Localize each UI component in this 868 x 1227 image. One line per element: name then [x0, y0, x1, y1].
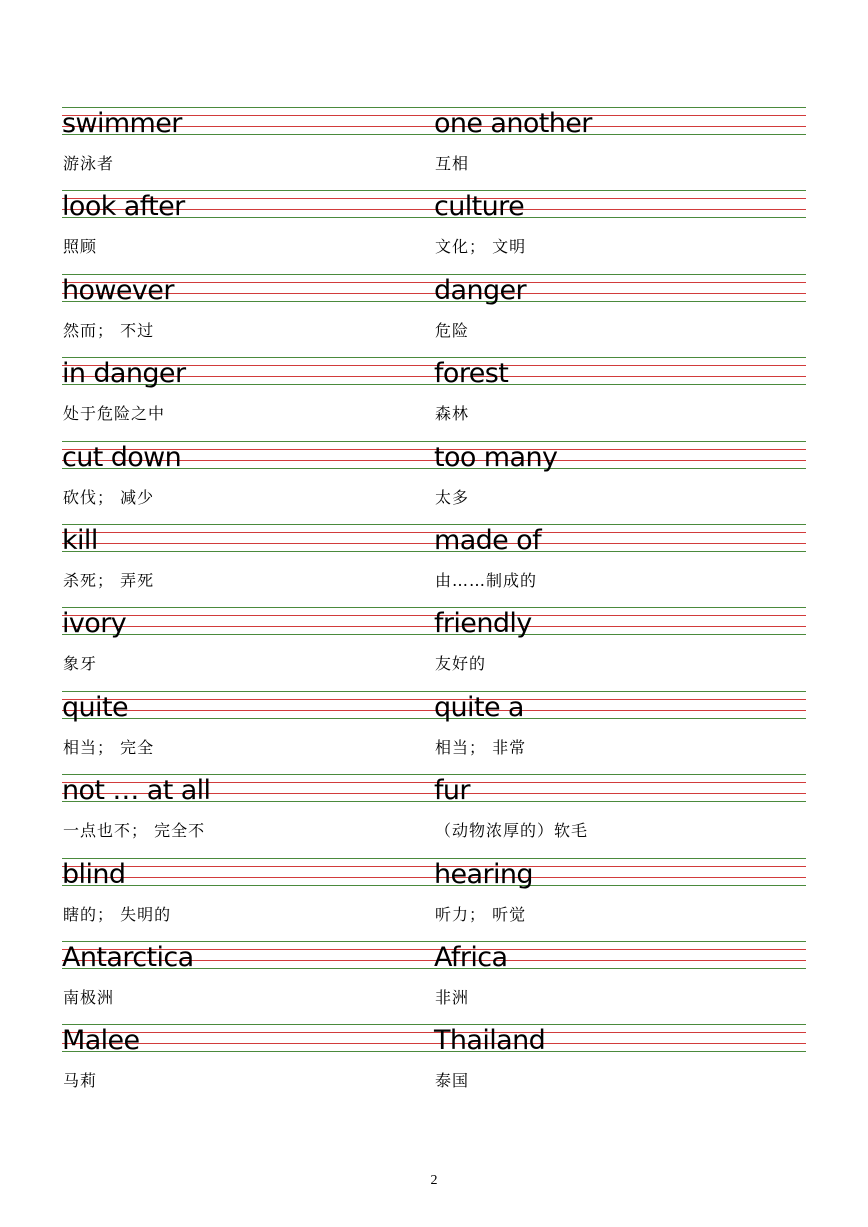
english-term: hearing: [434, 858, 533, 890]
english-term: forest: [434, 358, 509, 390]
chinese-meaning: 泰国: [435, 1071, 470, 1091]
vocabulary-entry-left: [62, 941, 434, 1024]
vocabulary-entry-right: [434, 274, 806, 357]
chinese-meaning: 非洲: [435, 988, 470, 1007]
english-term: swimmer: [62, 108, 182, 139]
vocabulary-entry-left: [62, 107, 434, 190]
vocabulary-entry-left: [62, 441, 434, 524]
vocabulary-entry-right: [434, 858, 806, 941]
vocabulary-entry-right: [434, 107, 806, 190]
chinese-meaning: 游泳者: [63, 154, 115, 173]
vocabulary-entry-right: [434, 774, 806, 857]
chinese-meaning: （动物浓厚的）软毛: [435, 821, 589, 841]
english-term: in danger: [62, 358, 186, 390]
chinese-meaning: 友好的: [435, 654, 487, 674]
vocabulary-row: [62, 441, 806, 524]
english-term: quite a: [434, 691, 524, 723]
chinese-meaning: 听力； 听觉: [435, 904, 527, 924]
english-term: one another: [434, 108, 592, 139]
vocabulary-row: [62, 941, 806, 1024]
chinese-meaning: 南极洲: [63, 988, 115, 1007]
vocabulary-entry-left: [62, 274, 434, 357]
chinese-meaning: 砍伐； 减少: [63, 487, 155, 507]
vocabulary-row: [62, 1024, 806, 1107]
english-term: Antarctica: [62, 942, 194, 973]
vocabulary-entry-right: [434, 190, 806, 273]
chinese-meaning: 文化； 文明: [435, 237, 527, 257]
english-term: danger: [434, 274, 527, 306]
chinese-meaning: 照顾: [63, 237, 98, 257]
page-number: 2: [430, 1173, 438, 1188]
english-term: quite: [62, 691, 128, 723]
chinese-meaning: 太多: [435, 487, 470, 507]
vocabulary-entry-left: [62, 607, 434, 690]
vocabulary-entry-left: [62, 691, 434, 774]
english-term: however: [62, 274, 174, 306]
chinese-meaning: 相当； 完全: [63, 737, 155, 757]
english-term: Malee: [62, 1025, 140, 1057]
vocabulary-entry-right: [434, 607, 806, 690]
chinese-meaning: 处于危险之中: [63, 404, 166, 424]
vocabulary-entry-right: [434, 1024, 806, 1107]
chinese-meaning: 森林: [435, 404, 470, 424]
english-term: look after: [62, 191, 185, 223]
english-term: cut down: [62, 441, 182, 473]
vocabulary-row: [62, 691, 806, 774]
vocabulary-entry-left: [62, 357, 434, 440]
chinese-meaning: 杀死； 弄死: [63, 571, 155, 590]
vocabulary-entry-left: [62, 524, 434, 607]
english-term: Thailand: [434, 1025, 546, 1057]
chinese-meaning: 危险: [435, 320, 470, 340]
vocabulary-entry-right: [434, 691, 806, 774]
vocabulary-row: [62, 274, 806, 357]
vocabulary-entry-left: [62, 190, 434, 273]
vocabulary-row: [62, 524, 806, 607]
chinese-meaning: 象牙: [63, 654, 98, 674]
english-term: friendly: [434, 608, 532, 640]
english-term: culture: [434, 191, 525, 223]
chinese-meaning: 由……制成的: [435, 571, 538, 590]
vocabulary-entry-right: [434, 941, 806, 1024]
english-term: not … at all: [62, 775, 211, 807]
vocabulary-row: [62, 107, 806, 190]
vocabulary-entry-right: [434, 524, 806, 607]
english-term: made of: [434, 525, 542, 556]
vocabulary-row: [62, 607, 806, 690]
vocabulary-entry-right: [434, 441, 806, 524]
chinese-meaning: 然而； 不过: [63, 320, 155, 340]
vocabulary-entry-right: [434, 357, 806, 440]
vocabulary-row: [62, 357, 806, 440]
vocabulary-entry-left: [62, 774, 434, 857]
vocabulary-row: [62, 774, 806, 857]
vocabulary-entry-left: [62, 858, 434, 941]
english-term: Africa: [434, 942, 508, 973]
vocabulary-row: [62, 858, 806, 941]
chinese-meaning: 互相: [435, 154, 470, 173]
english-term: kill: [62, 525, 98, 556]
chinese-meaning: 瞎的； 失明的: [63, 904, 172, 924]
chinese-meaning: 相当； 非常: [435, 737, 527, 757]
vocabulary-entry-left: [62, 1024, 434, 1107]
chinese-meaning: 马莉: [63, 1071, 98, 1091]
english-term: fur: [434, 775, 470, 807]
english-term: ivory: [62, 608, 127, 640]
english-term: too many: [434, 441, 558, 473]
chinese-meaning: 一点也不； 完全不: [63, 821, 206, 841]
english-term: blind: [62, 858, 126, 890]
vocabulary-row: [62, 190, 806, 273]
